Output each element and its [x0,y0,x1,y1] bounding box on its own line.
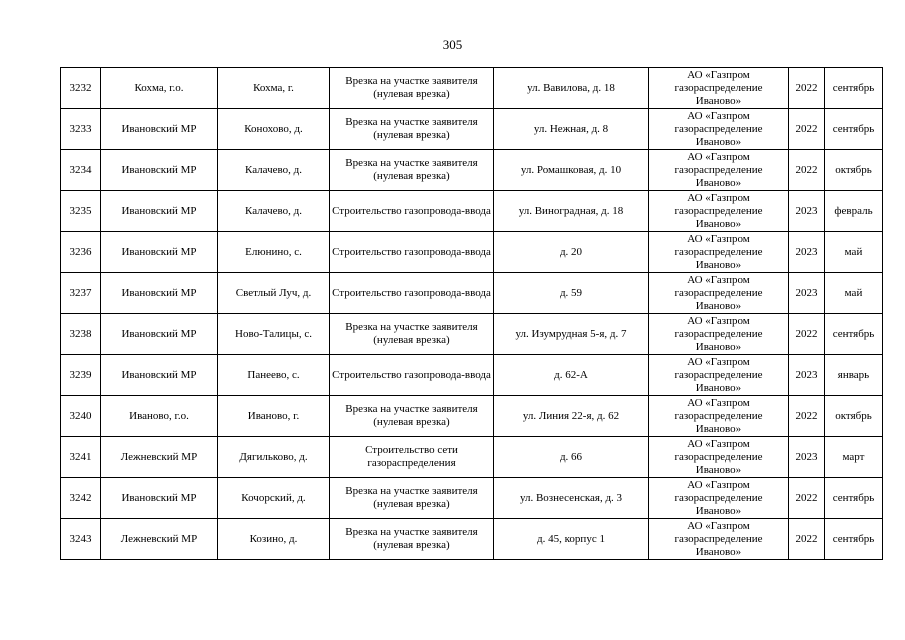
table-row [61,519,883,560]
cell-address: ул. Изумрудная 5-я, д. 7 [494,314,649,355]
cell-work-type: Врезка на участке заявителя (нулевая врезка) [330,396,494,437]
cell-organization: АО «Газпром газораспределение Иваново» [649,519,789,560]
cell-locality: Кохма, г. [218,68,330,109]
cell-district: Ивановский МР [101,191,218,232]
table-row [61,355,883,396]
cell-work-type: Врезка на участке заявителя (нулевая врезка) [330,109,494,150]
cell-year: 2023 [789,273,825,314]
cell-locality: Дягильково, д. [218,437,330,478]
cell-locality: Светлый Луч, д. [218,273,330,314]
cell-organization: АО «Газпром газораспределение Иваново» [649,150,789,191]
cell-district: Ивановский МР [101,150,218,191]
cell-year: 2022 [789,314,825,355]
cell-address: ул. Виноградная, д. 18 [494,191,649,232]
cell-district: Кохма, г.о. [101,68,218,109]
cell-month: сентябрь [825,109,883,150]
cell-locality: Панеево, с. [218,355,330,396]
cell-year: 2022 [789,519,825,560]
cell-year: 2022 [789,68,825,109]
cell-year: 2023 [789,232,825,273]
cell-district: Ивановский МР [101,478,218,519]
cell-year: 2022 [789,396,825,437]
cell-address: д. 45, корпус 1 [494,519,649,560]
cell-month: октябрь [825,150,883,191]
cell-year: 2023 [789,355,825,396]
cell-address: д. 59 [494,273,649,314]
page-number: 305 [442,37,463,52]
cell-district: Ивановский МР [101,355,218,396]
cell-district: Ивановский МР [101,232,218,273]
cell-locality: Кочорский, д. [218,478,330,519]
cell-work-type: Врезка на участке заявителя (нулевая врезка) [330,314,494,355]
cell-row-number: 3241 [61,437,101,478]
table-row [61,109,883,150]
cell-row-number: 3235 [61,191,101,232]
cell-work-type: Строительство газопровода-ввода [330,273,494,314]
cell-locality: Калачево, д. [218,191,330,232]
cell-locality: Иваново, г. [218,396,330,437]
table-row [61,314,883,355]
cell-month: февраль [825,191,883,232]
cell-organization: АО «Газпром газораспределение Иваново» [649,68,789,109]
cell-year: 2022 [789,109,825,150]
cell-month: сентябрь [825,68,883,109]
cell-organization: АО «Газпром газораспределение Иваново» [649,314,789,355]
cell-month: сентябрь [825,519,883,560]
cell-organization: АО «Газпром газораспределение Иваново» [649,109,789,150]
gasification-table [60,67,883,560]
cell-address: д. 62-А [494,355,649,396]
cell-district: Ивановский МР [101,314,218,355]
cell-address: д. 66 [494,437,649,478]
cell-district: Иваново, г.о. [101,396,218,437]
cell-organization: АО «Газпром газораспределение Иваново» [649,273,789,314]
cell-row-number: 3232 [61,68,101,109]
cell-organization: АО «Газпром газораспределение Иваново» [649,355,789,396]
cell-year: 2023 [789,437,825,478]
cell-row-number: 3233 [61,109,101,150]
cell-locality: Козино, д. [218,519,330,560]
cell-row-number: 3237 [61,273,101,314]
cell-address: ул. Вознесенская, д. 3 [494,478,649,519]
cell-work-type: Строительство газопровода-ввода [330,355,494,396]
cell-row-number: 3236 [61,232,101,273]
cell-address: ул. Нежная, д. 8 [494,109,649,150]
cell-organization: АО «Газпром газораспределение Иваново» [649,396,789,437]
cell-district: Ивановский МР [101,109,218,150]
cell-year: 2022 [789,478,825,519]
cell-work-type: Врезка на участке заявителя (нулевая врезка) [330,150,494,191]
cell-work-type: Врезка на участке заявителя (нулевая врезка) [330,519,494,560]
cell-month: январь [825,355,883,396]
cell-locality: Елюнино, с. [218,232,330,273]
cell-work-type: Строительство сети газораспределения [330,437,494,478]
cell-month: май [825,232,883,273]
cell-address: ул. Вавилова, д. 18 [494,68,649,109]
cell-month: сентябрь [825,478,883,519]
cell-month: сентябрь [825,314,883,355]
cell-work-type: Врезка на участке заявителя (нулевая врезка) [330,478,494,519]
table-row [61,191,883,232]
cell-locality: Ново-Талицы, с. [218,314,330,355]
cell-year: 2022 [789,150,825,191]
cell-locality: Калачево, д. [218,150,330,191]
cell-month: май [825,273,883,314]
cell-district: Лежневский МР [101,519,218,560]
table-row [61,478,883,519]
cell-work-type: Врезка на участке заявителя (нулевая врезка) [330,68,494,109]
cell-row-number: 3234 [61,150,101,191]
table-row [61,437,883,478]
table-row [61,232,883,273]
cell-district: Лежневский МР [101,437,218,478]
cell-organization: АО «Газпром газораспределение Иваново» [649,437,789,478]
cell-address: д. 20 [494,232,649,273]
cell-locality: Конохово, д. [218,109,330,150]
cell-row-number: 3239 [61,355,101,396]
table-body [61,68,883,560]
cell-row-number: 3238 [61,314,101,355]
table-row [61,150,883,191]
cell-organization: АО «Газпром газораспределение Иваново» [649,191,789,232]
cell-organization: АО «Газпром газораспределение Иваново» [649,478,789,519]
table-row [61,396,883,437]
cell-row-number: 3242 [61,478,101,519]
cell-year: 2023 [789,191,825,232]
cell-organization: АО «Газпром газораспределение Иваново» [649,232,789,273]
table-row [61,273,883,314]
table-row [61,68,883,109]
cell-row-number: 3240 [61,396,101,437]
cell-work-type: Строительство газопровода-ввода [330,232,494,273]
cell-month: октябрь [825,396,883,437]
cell-row-number: 3243 [61,519,101,560]
cell-district: Ивановский МР [101,273,218,314]
cell-address: ул. Ромашковая, д. 10 [494,150,649,191]
cell-address: ул. Линия 22-я, д. 62 [494,396,649,437]
cell-month: март [825,437,883,478]
cell-work-type: Строительство газопровода-ввода [330,191,494,232]
